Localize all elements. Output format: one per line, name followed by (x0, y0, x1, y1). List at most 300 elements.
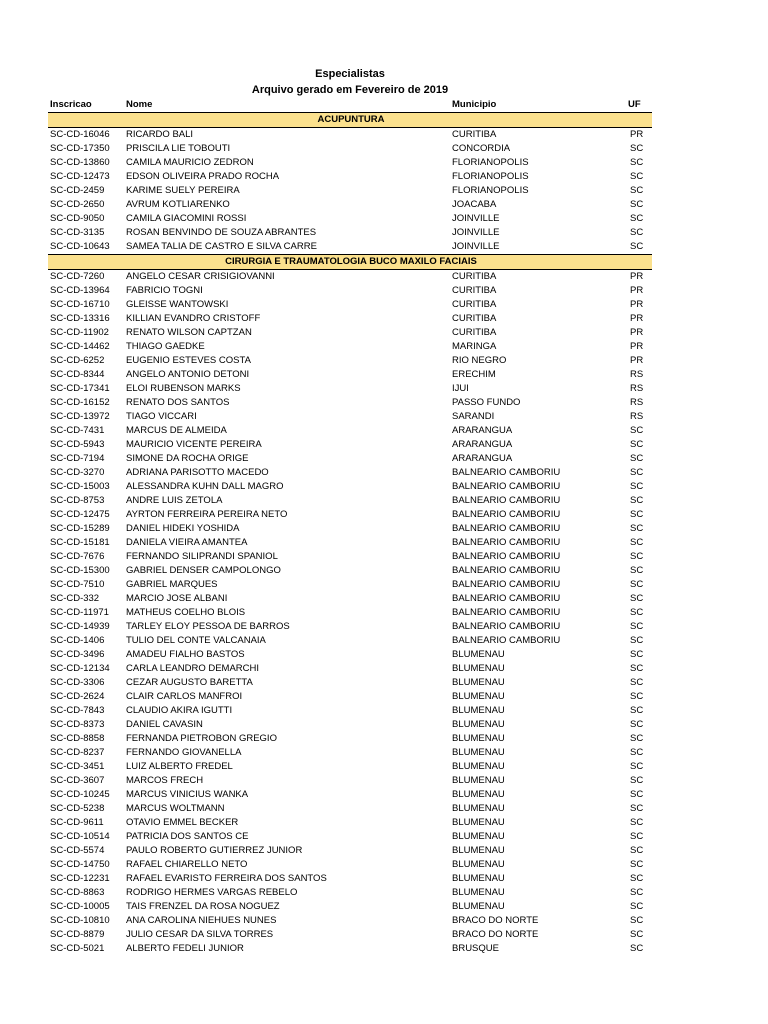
table-row (48, 480, 652, 494)
nome-cell: SIMONE DA ROCHA ORIGE (126, 453, 249, 464)
uf-cell: SC (630, 481, 644, 492)
uf-cell: SC (630, 691, 644, 702)
uf-cell: SC (630, 171, 644, 182)
inscricao-cell: SC-CD-1406 (50, 635, 105, 646)
table-row (48, 226, 652, 240)
inscricao-cell: SC-CD-8863 (50, 887, 105, 898)
municipio-cell: BLUMENAU (452, 733, 505, 744)
nome-cell: CEZAR AUGUSTO BARETTA (126, 677, 253, 688)
inscricao-cell: SC-CD-5021 (50, 943, 105, 954)
uf-cell: SC (630, 453, 644, 464)
nome-cell: OTAVIO EMMEL BECKER (126, 817, 239, 828)
uf-cell: SC (630, 425, 644, 436)
uf-cell: SC (630, 143, 644, 154)
municipio-cell: BLUMENAU (452, 873, 505, 884)
section-header-row (48, 113, 652, 128)
table-row (48, 128, 652, 143)
table-row (48, 774, 652, 788)
column-header-nome: Nome (124, 98, 450, 113)
table-row (48, 396, 652, 410)
inscricao-cell: SC-CD-3135 (50, 227, 105, 238)
uf-cell: SC (630, 705, 644, 716)
uf-cell: SC (630, 719, 644, 730)
nome-cell: DANIELA VIEIRA AMANTEA (126, 537, 248, 548)
table-row (48, 184, 652, 198)
inscricao-cell: SC-CD-5574 (50, 845, 105, 856)
table-row (48, 690, 652, 704)
table-row (48, 198, 652, 212)
municipio-cell: BALNEARIO CAMBORIU (452, 593, 561, 604)
table-row (48, 662, 652, 676)
inscricao-cell: SC-CD-5943 (50, 439, 105, 450)
inscricao-cell: SC-CD-8373 (50, 719, 105, 730)
table-row (48, 170, 652, 184)
municipio-cell: BLUMENAU (452, 803, 505, 814)
table-row (48, 312, 652, 326)
uf-cell: SC (630, 495, 644, 506)
inscricao-cell: SC-CD-13972 (50, 411, 110, 422)
uf-cell: SC (630, 523, 644, 534)
table-row (48, 886, 652, 900)
table-row (48, 788, 652, 802)
uf-cell: SC (630, 565, 644, 576)
table-row (48, 928, 652, 942)
table-row (48, 620, 652, 634)
table-row (48, 550, 652, 564)
inscricao-cell: SC-CD-8858 (50, 733, 105, 744)
uf-cell: SC (630, 227, 644, 238)
nome-cell: PRISCILA LIE TOBOUTI (126, 143, 231, 154)
nome-cell: CARLA LEANDRO DEMARCHI (126, 663, 260, 674)
municipio-cell: PASSO FUNDO (452, 397, 521, 408)
inscricao-cell: SC-CD-15300 (50, 565, 110, 576)
nome-cell: RENATO WILSON CAPTZAN (126, 327, 252, 338)
uf-cell: SC (630, 649, 644, 660)
nome-cell: RODRIGO HERMES VARGAS REBELO (126, 887, 298, 898)
inscricao-cell: SC-CD-8344 (50, 369, 105, 380)
inscricao-cell: SC-CD-16152 (50, 397, 110, 408)
inscricao-cell: SC-CD-15181 (50, 537, 110, 548)
inscricao-cell: SC-CD-8753 (50, 495, 105, 506)
municipio-cell: BALNEARIO CAMBORIU (452, 621, 561, 632)
nome-cell: MARCUS VINICIUS WANKA (126, 789, 249, 800)
nome-cell: MATHEUS COELHO BLOIS (126, 607, 246, 618)
nome-cell: FERNANDO SILIPRANDI SPANIOL (126, 551, 278, 562)
nome-cell: FABRICIO TOGNI (126, 285, 203, 296)
inscricao-cell: SC-CD-10643 (50, 241, 110, 252)
uf-cell: SC (630, 915, 644, 926)
municipio-cell: BLUMENAU (452, 691, 505, 702)
inscricao-cell: SC-CD-11902 (50, 327, 109, 338)
uf-cell: SC (630, 901, 644, 912)
inscricao-cell: SC-CD-3451 (50, 761, 105, 772)
nome-cell: CLAIR CARLOS MANFROI (126, 691, 243, 702)
inscricao-cell: SC-CD-3607 (50, 775, 105, 786)
table-row (48, 592, 652, 606)
inscricao-cell: SC-CD-13964 (50, 285, 110, 296)
inscricao-cell: SC-CD-10514 (50, 831, 110, 842)
inscricao-cell: SC-CD-3270 (50, 467, 105, 478)
nome-cell: CAMILA MAURICIO ZEDRON (126, 157, 254, 168)
inscricao-cell: SC-CD-9611 (50, 817, 104, 828)
table-row (48, 536, 652, 550)
uf-cell: SC (630, 185, 644, 196)
uf-cell: PR (630, 285, 644, 296)
inscricao-cell: SC-CD-10005 (50, 901, 110, 912)
uf-cell: SC (630, 157, 644, 168)
municipio-cell: BLUMENAU (452, 831, 505, 842)
table-row (48, 942, 652, 956)
nome-cell: CAMILA GIACOMINI ROSSI (126, 213, 247, 224)
table-row (48, 270, 652, 285)
municipio-cell: CURITIBA (452, 299, 497, 310)
table-body (48, 113, 652, 957)
table-row (48, 326, 652, 340)
municipio-cell: BRUSQUE (452, 943, 499, 954)
column-header-municipio: Municipio (450, 98, 626, 113)
uf-cell: SC (630, 241, 644, 252)
nome-cell: GABRIEL MARQUES (126, 579, 218, 590)
municipio-cell: BLUMENAU (452, 719, 505, 730)
uf-cell: SC (630, 929, 644, 940)
inscricao-cell: SC-CD-8879 (50, 929, 105, 940)
inscricao-cell: SC-CD-14939 (50, 621, 110, 632)
uf-cell: SC (630, 789, 644, 800)
uf-cell: SC (630, 439, 644, 450)
nome-cell: TULIO DEL CONTE VALCANAIA (126, 635, 266, 646)
table-row (48, 732, 652, 746)
municipio-cell: ARARANGUA (452, 425, 513, 436)
inscricao-cell: SC-CD-16710 (50, 299, 110, 310)
table-row (48, 858, 652, 872)
table-row (48, 606, 652, 620)
uf-cell: SC (630, 845, 644, 856)
nome-cell: RICARDO BALI (126, 129, 194, 140)
inscricao-cell: SC-CD-15289 (50, 523, 110, 534)
nome-cell: DANIEL CAVASIN (126, 719, 203, 730)
municipio-cell: BALNEARIO CAMBORIU (452, 635, 561, 646)
table-row (48, 410, 652, 424)
municipio-cell: BLUMENAU (452, 663, 505, 674)
nome-cell: CLAUDIO AKIRA IGUTTI (126, 705, 233, 716)
uf-cell: SC (630, 677, 644, 688)
table-row (48, 830, 652, 844)
table-row (48, 368, 652, 382)
inscricao-cell: SC-CD-10810 (50, 915, 110, 926)
table-row (48, 704, 652, 718)
uf-cell: SC (630, 551, 644, 562)
table-row (48, 438, 652, 452)
uf-cell: RS (630, 369, 644, 380)
table-row (48, 634, 652, 648)
section-header-row (48, 255, 652, 270)
municipio-cell: SARANDI (452, 411, 495, 422)
nome-cell: ADRIANA PARISOTTO MACEDO (126, 467, 269, 478)
inscricao-cell: SC-CD-9050 (50, 213, 105, 224)
nome-cell: SAMEA TALIA DE CASTRO E SILVA CARRE (126, 241, 317, 252)
inscricao-cell: SC-CD-15003 (50, 481, 110, 492)
municipio-cell: BALNEARIO CAMBORIU (452, 495, 561, 506)
municipio-cell: FLORIANOPOLIS (452, 157, 529, 168)
uf-cell: SC (630, 467, 644, 478)
nome-cell: ALBERTO FEDELI JUNIOR (126, 943, 244, 954)
municipio-cell: BALNEARIO CAMBORIU (452, 481, 561, 492)
table-row (48, 494, 652, 508)
inscricao-cell: SC-CD-7194 (50, 453, 105, 464)
inscricao-cell: SC-CD-12231 (50, 873, 110, 884)
nome-cell: JULIO CESAR DA SILVA TORRES (126, 929, 274, 940)
uf-cell: PR (630, 129, 644, 140)
municipio-cell: CURITIBA (452, 271, 497, 282)
inscricao-cell: SC-CD-332 (50, 593, 100, 604)
municipio-cell: BRACO DO NORTE (452, 929, 539, 940)
table-row (48, 382, 652, 396)
municipio-cell: BALNEARIO CAMBORIU (452, 565, 561, 576)
nome-cell: ANGELO ANTONIO DETONI (126, 369, 250, 380)
inscricao-cell: SC-CD-3306 (50, 677, 105, 688)
nome-cell: MARCUS WOLTMANN (126, 803, 225, 814)
nome-cell: KARIME SUELY PEREIRA (126, 185, 240, 196)
uf-cell: SC (630, 635, 644, 646)
nome-cell: PATRICIA DOS SANTOS CE (126, 831, 249, 842)
municipio-cell: BLUMENAU (452, 887, 505, 898)
uf-cell: SC (630, 579, 644, 590)
municipio-cell: BRACO DO NORTE (452, 915, 539, 926)
uf-cell: PR (630, 299, 644, 310)
inscricao-cell: SC-CD-8237 (50, 747, 105, 758)
municipio-cell: IJUI (452, 383, 469, 394)
nome-cell: PAULO ROBERTO GUTIERREZ JUNIOR (126, 845, 303, 856)
table-row (48, 746, 652, 760)
nome-cell: ROSAN BENVINDO DE SOUZA ABRANTES (126, 227, 317, 238)
table-row (48, 648, 652, 662)
uf-cell: SC (630, 803, 644, 814)
table-row (48, 156, 652, 170)
uf-cell: PR (630, 355, 644, 366)
municipio-cell: BLUMENAU (452, 649, 505, 660)
municipio-cell: FLORIANOPOLIS (452, 185, 529, 196)
inscricao-cell: SC-CD-17350 (50, 143, 110, 154)
uf-cell: SC (630, 775, 644, 786)
uf-cell: PR (630, 341, 644, 352)
uf-cell: SC (630, 199, 644, 210)
nome-cell: TIAGO VICCARI (126, 411, 197, 422)
table-row (48, 298, 652, 312)
uf-cell: RS (630, 397, 644, 408)
page-title: Especialistas (315, 68, 385, 80)
municipio-cell: ERECHIM (452, 369, 496, 380)
table-row (48, 424, 652, 438)
municipio-cell: BLUMENAU (452, 705, 505, 716)
uf-cell: SC (630, 817, 644, 828)
municipio-cell: BLUMENAU (452, 761, 505, 772)
nome-cell: FERNANDA PIETROBON GREGIO (126, 733, 277, 744)
table-row (48, 914, 652, 928)
table-row (48, 578, 652, 592)
municipio-cell: CURITIBA (452, 129, 497, 140)
nome-cell: EUGENIO ESTEVES COSTA (126, 355, 251, 366)
nome-cell: KILLIAN EVANDRO CRISTOFF (126, 313, 261, 324)
municipio-cell: ARARANGUA (452, 453, 513, 464)
municipio-cell: JOINVILLE (452, 227, 500, 238)
inscricao-cell: SC-CD-14462 (50, 341, 110, 352)
municipio-cell: BLUMENAU (452, 677, 505, 688)
municipio-cell: BALNEARIO CAMBORIU (452, 551, 561, 562)
uf-cell: SC (630, 593, 644, 604)
table-row (48, 212, 652, 226)
uf-cell: SC (630, 859, 644, 870)
nome-cell: ANDRE LUIS ZETOLA (126, 495, 223, 506)
inscricao-cell: SC-CD-7676 (50, 551, 105, 562)
uf-cell: SC (630, 831, 644, 842)
page-subtitle: Arquivo gerado em Fevereiro de 2019 (251, 84, 449, 96)
nome-cell: LUIZ ALBERTO FREDEL (126, 761, 233, 772)
nome-cell: ALESSANDRA KUHN DALL MAGRO (126, 481, 284, 492)
nome-cell: MARCUS DE ALMEIDA (126, 425, 227, 436)
municipio-cell: BLUMENAU (452, 775, 505, 786)
uf-cell: SC (630, 733, 644, 744)
inscricao-cell: SC-CD-16046 (50, 129, 110, 140)
inscricao-cell: SC-CD-5238 (50, 803, 105, 814)
nome-cell: MAURICIO VICENTE PEREIRA (126, 439, 262, 450)
nome-cell: RAFAEL CHIARELLO NETO (126, 859, 248, 870)
inscricao-cell: SC-CD-2624 (50, 691, 105, 702)
inscricao-cell: SC-CD-11971 (50, 607, 109, 618)
table-row (48, 676, 652, 690)
municipio-cell: JOINVILLE (452, 213, 500, 224)
nome-cell: DANIEL HIDEKI YOSHIDA (126, 523, 240, 534)
municipio-cell: BALNEARIO CAMBORIU (452, 523, 561, 534)
municipio-cell: BALNEARIO CAMBORIU (452, 467, 561, 478)
inscricao-cell: SC-CD-13860 (50, 157, 110, 168)
nome-cell: MARCIO JOSE ALBANI (126, 593, 228, 604)
inscricao-cell: SC-CD-17341 (50, 383, 110, 394)
section-title: ACUPUNTURA (48, 113, 652, 128)
uf-cell: SC (630, 607, 644, 618)
municipio-cell: ARARANGUA (452, 439, 513, 450)
table-row (48, 802, 652, 816)
nome-cell: EDSON OLIVEIRA PRADO ROCHA (126, 171, 280, 182)
uf-cell: SC (630, 213, 644, 224)
inscricao-cell: SC-CD-14750 (50, 859, 110, 870)
nome-cell: RENATO DOS SANTOS (126, 397, 230, 408)
municipio-cell: RIO NEGRO (452, 355, 507, 366)
municipio-cell: BALNEARIO CAMBORIU (452, 509, 561, 520)
inscricao-cell: SC-CD-12134 (50, 663, 110, 674)
table-row (48, 142, 652, 156)
nome-cell: TARLEY ELOY PESSOA DE BARROS (126, 621, 290, 632)
uf-cell: SC (630, 943, 644, 954)
municipio-cell: BLUMENAU (452, 817, 505, 828)
uf-cell: SC (630, 887, 644, 898)
uf-cell: PR (630, 327, 644, 338)
municipio-cell: CURITIBA (452, 285, 497, 296)
header-row (48, 98, 652, 113)
uf-cell: SC (630, 509, 644, 520)
inscricao-cell: SC-CD-7260 (50, 271, 105, 282)
municipio-cell: BLUMENAU (452, 859, 505, 870)
uf-cell: RS (630, 411, 644, 422)
uf-cell: RS (630, 383, 644, 394)
uf-cell: SC (630, 873, 644, 884)
inscricao-cell: SC-CD-7510 (50, 579, 105, 590)
municipio-cell: CONCORDIA (452, 143, 511, 154)
nome-cell: AVRUM KOTLIARENKO (126, 199, 230, 210)
nome-cell: GABRIEL DENSER CAMPOLONGO (126, 565, 281, 576)
table-row (48, 564, 652, 578)
inscricao-cell: SC-CD-12473 (50, 171, 110, 182)
municipio-cell: BLUMENAU (452, 901, 505, 912)
table-row (48, 872, 652, 886)
inscricao-cell: SC-CD-7843 (50, 705, 105, 716)
nome-cell: THIAGO GAEDKE (126, 341, 205, 352)
nome-cell: ANA CAROLINA NIEHUES NUNES (126, 915, 277, 926)
uf-cell: PR (630, 313, 644, 324)
inscricao-cell: SC-CD-2650 (50, 199, 105, 210)
table-row (48, 240, 652, 255)
inscricao-cell: SC-CD-3496 (50, 649, 105, 660)
table-row (48, 718, 652, 732)
section-title: CIRURGIA E TRAUMATOLOGIA BUCO MAXILO FACIAIS (48, 255, 652, 270)
table-row (48, 466, 652, 480)
table-row (48, 900, 652, 914)
uf-cell: SC (630, 747, 644, 758)
nome-cell: FERNANDO GIOVANELLA (126, 747, 242, 758)
table-row (48, 816, 652, 830)
inscricao-cell: SC-CD-2459 (50, 185, 105, 196)
municipio-cell: MARINGA (452, 341, 497, 352)
municipio-cell: CURITIBA (452, 313, 497, 324)
table-row (48, 284, 652, 298)
municipio-cell: FLORIANOPOLIS (452, 171, 529, 182)
nome-cell: RAFAEL EVARISTO FERREIRA DOS SANTOS (126, 873, 327, 884)
municipio-cell: BLUMENAU (452, 789, 505, 800)
inscricao-cell: SC-CD-7431 (50, 425, 105, 436)
table-row (48, 354, 652, 368)
column-header-inscricao: Inscricao (48, 98, 124, 113)
nome-cell: GLEISSE WANTOWSKI (126, 299, 229, 310)
table-row (48, 340, 652, 354)
municipio-cell: CURITIBA (452, 327, 497, 338)
nome-cell: TAIS FRENZEL DA ROSA NOGUEZ (126, 901, 280, 912)
table-row (48, 452, 652, 466)
municipio-cell: BALNEARIO CAMBORIU (452, 579, 561, 590)
municipio-cell: JOINVILLE (452, 241, 500, 252)
nome-cell: ANGELO CESAR CRISIGIOVANNI (126, 271, 275, 282)
column-header-uf: UF (626, 98, 652, 113)
inscricao-cell: SC-CD-10245 (50, 789, 110, 800)
uf-cell: SC (630, 537, 644, 548)
municipio-cell: BLUMENAU (452, 845, 505, 856)
uf-cell: SC (630, 663, 644, 674)
table-row (48, 508, 652, 522)
inscricao-cell: SC-CD-6252 (50, 355, 105, 366)
nome-cell: MARCOS FRECH (126, 775, 204, 786)
municipio-cell: BALNEARIO CAMBORIU (452, 607, 561, 618)
uf-cell: PR (630, 271, 644, 282)
nome-cell: ELOI RUBENSON MARKS (126, 383, 241, 394)
inscricao-cell: SC-CD-13316 (50, 313, 110, 324)
table-row (48, 844, 652, 858)
uf-cell: SC (630, 621, 644, 632)
municipio-cell: BLUMENAU (452, 747, 505, 758)
municipio-cell: BALNEARIO CAMBORIU (452, 537, 561, 548)
nome-cell: AMADEU FIALHO BASTOS (126, 649, 245, 660)
inscricao-cell: SC-CD-12475 (50, 509, 110, 520)
uf-cell: SC (630, 761, 644, 772)
nome-cell: AYRTON FERREIRA PEREIRA NETO (126, 509, 288, 520)
specialists-table (48, 98, 652, 956)
